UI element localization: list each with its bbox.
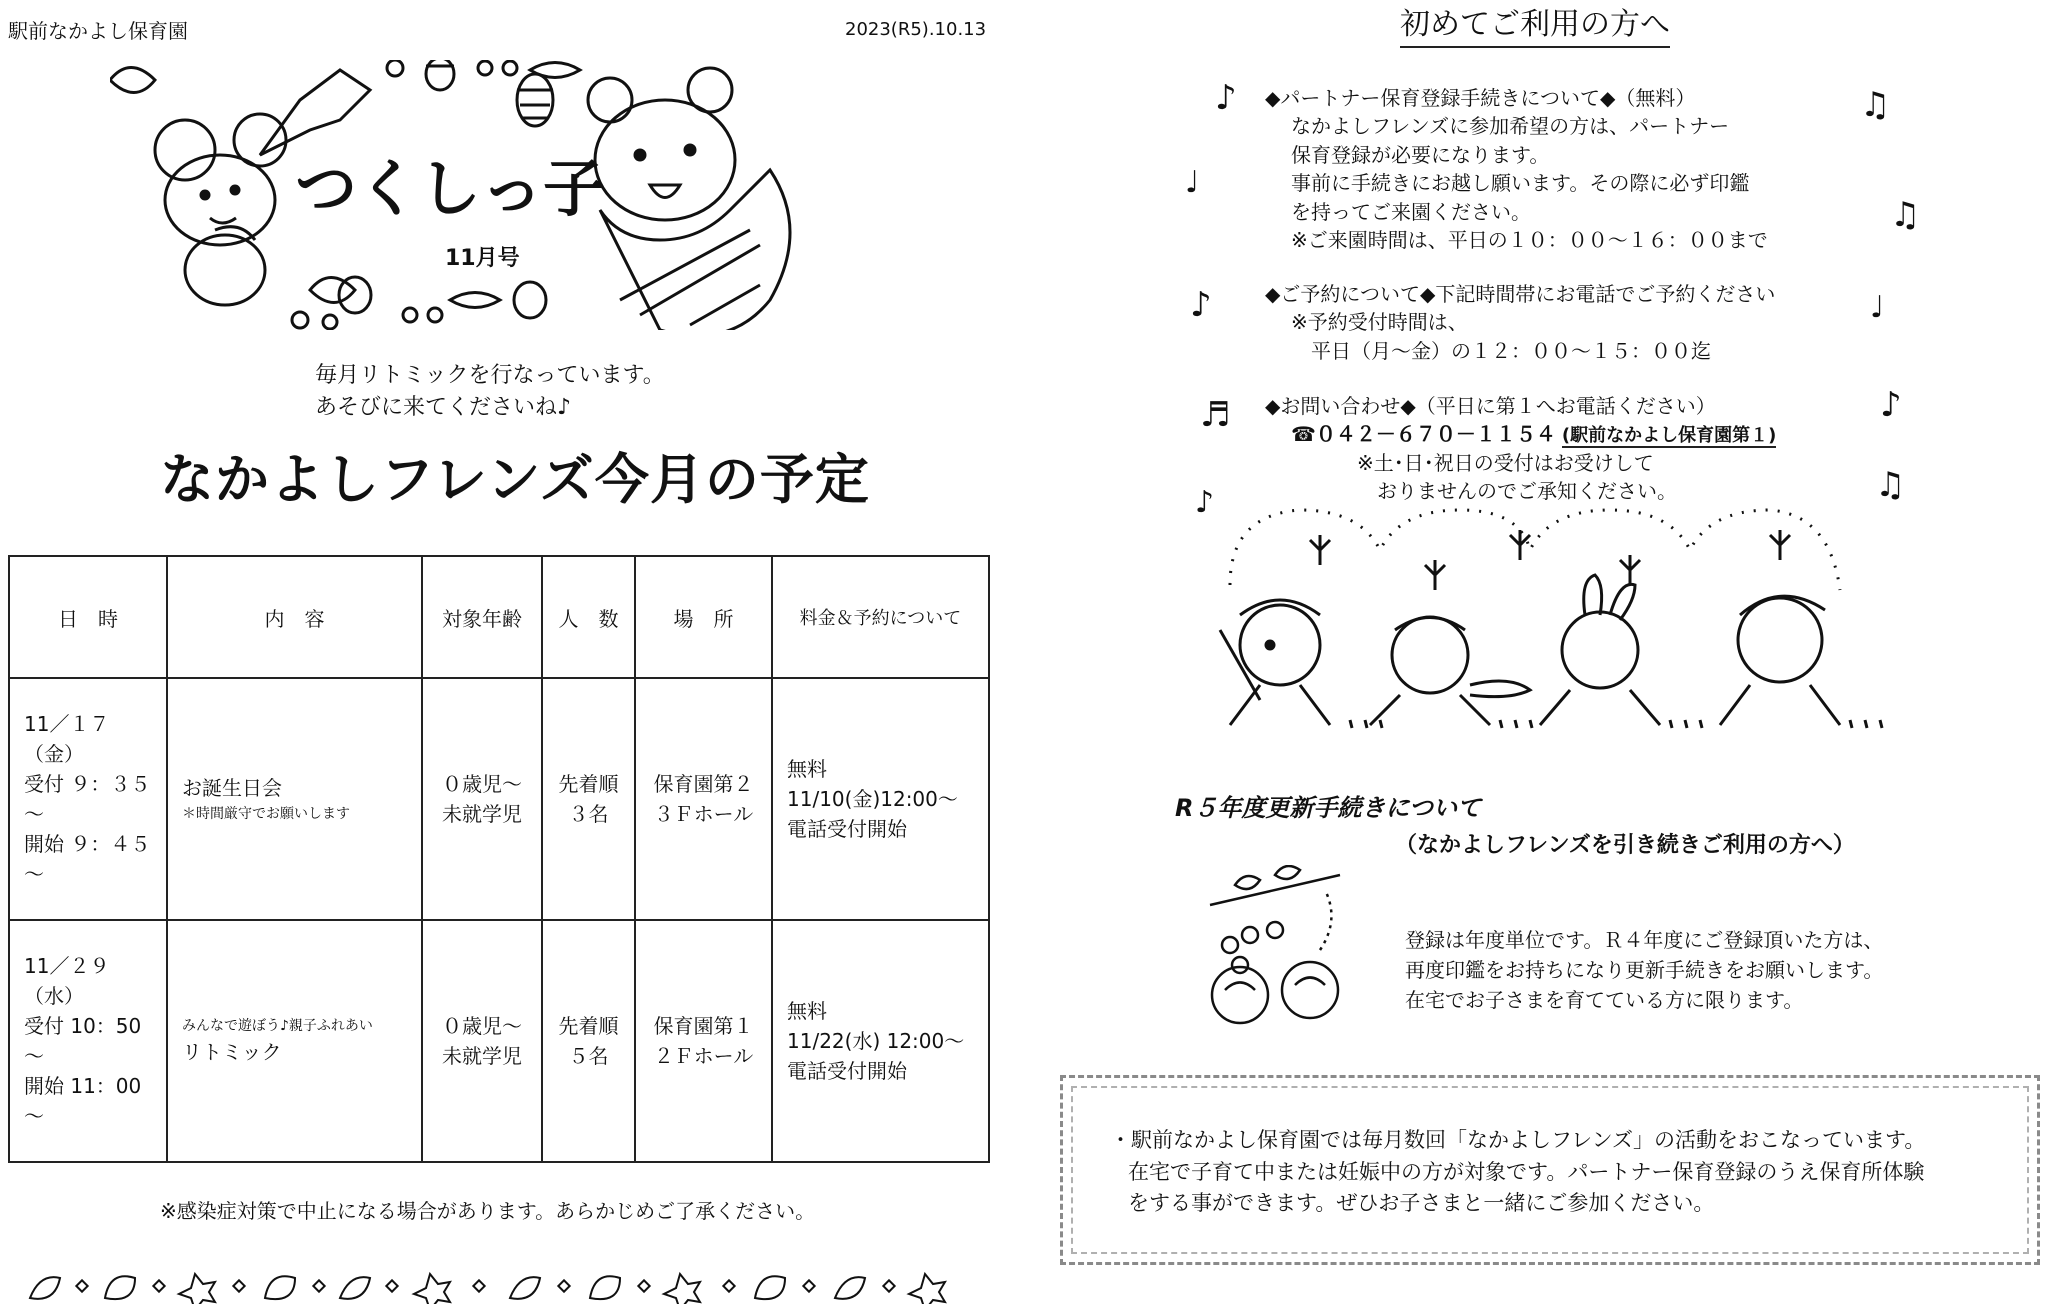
notice-text: ・駅前なかよし保育園では毎月数回「なかよしフレンズ」の活動をおこなっています。 在宅で子育て中または妊娠中の方が対象です。パートナー保育登録のうえ保育所体験 をする事ができます。ぜひお子さまと一緒にご参加ください。 bbox=[1110, 1128, 1926, 1215]
leaf-icon bbox=[414, 1274, 450, 1304]
col-header: 内 容 bbox=[167, 556, 422, 678]
acorn-icon bbox=[517, 74, 553, 126]
newsletter-title: つくしっ子 bbox=[295, 152, 606, 225]
music-note-icon: ♫ bbox=[1875, 465, 1906, 505]
table-header-row bbox=[9, 556, 989, 678]
inquiry-section: ◆お問い合わせ◆（平日に第１へお電話ください） ☎０４２－６７０－１１５４ (駅前なかよし保育園第１) ※土･日･祝日の受付はお受けして おりませんのでご承知ください。 bbox=[1265, 394, 1777, 504]
col-header: 日 時 bbox=[9, 556, 167, 678]
datetime-cell: 11／２９（水） 受付 10：50～ 開始 11：00～ bbox=[9, 920, 167, 1162]
child-icon bbox=[1540, 575, 1660, 725]
capacity-cell: 先着順 ３名 bbox=[542, 678, 635, 920]
leaf-icon bbox=[30, 1277, 60, 1299]
children-marching-illustration bbox=[1200, 505, 1900, 745]
renewal-text: 登録は年度単位です。Ｒ４年度にご登録頂いた方は、 再度印鑑をお持ちになり更新手続きをお願いします。 在宅でお子さまを育てている方に限ります。 bbox=[1405, 928, 1884, 1012]
col-header: 場 所 bbox=[635, 556, 772, 678]
leaf-icon bbox=[664, 1274, 700, 1304]
music-note-icon: ♪ bbox=[1195, 485, 1215, 520]
table-row bbox=[9, 920, 989, 1162]
issue-date: 2023(R5).10.13 bbox=[845, 19, 987, 40]
col-header: 人 数 bbox=[542, 556, 635, 678]
col-header: 料金＆予約について bbox=[772, 556, 989, 678]
leaf-icon bbox=[179, 1274, 215, 1304]
music-note-icon: ♫ bbox=[1860, 85, 1891, 125]
leaf-icon bbox=[835, 1277, 865, 1299]
music-note-icon: ♪ bbox=[1190, 285, 1212, 325]
acorn-icon bbox=[514, 282, 546, 318]
leaf-icon bbox=[340, 1277, 370, 1299]
col-header: 対象年齢 bbox=[422, 556, 542, 678]
org-name: 駅前なかよし保育園 bbox=[8, 19, 188, 43]
berry-icon bbox=[1222, 922, 1283, 973]
kids-with-berries-illustration bbox=[1205, 865, 1355, 1035]
content-cell: お誕生日会 ＊時間厳守でお願いします bbox=[167, 678, 422, 920]
leaf-icon bbox=[909, 1274, 945, 1304]
leaf-border bbox=[20, 1268, 980, 1304]
fee-cell: 無料 11/10(金)12:00～ 電話受付開始 bbox=[772, 678, 989, 920]
renewal-subtitle: （なかよしフレンズを引き続きご利用の方へ） bbox=[1395, 833, 1855, 858]
header-illustration bbox=[110, 60, 800, 330]
music-note-icon: ♫ bbox=[1890, 195, 1921, 235]
schedule-heading: なかよしフレンズ今月の予定 bbox=[160, 448, 870, 511]
capacity-cell: 先着順 ５名 bbox=[542, 920, 635, 1162]
issue-label: 11月号 bbox=[445, 246, 520, 271]
leaf-icon bbox=[755, 1276, 785, 1299]
child-icon bbox=[1370, 617, 1530, 725]
child-icon bbox=[1282, 890, 1338, 1018]
partner-section: ◆パートナー保育登録手続きについて◆（無料） なかよしフレンズに参加希望の方は、パートナー 保育登録が必要になります。 事前に手続きにお越し願います。その際に必ず印鑑 を持ってご来園ください。 ※ご来園時間は、平日の１０：００～１６：００まで bbox=[1265, 86, 1768, 252]
leaf-icon bbox=[265, 1276, 295, 1299]
child-icon bbox=[1220, 600, 1330, 725]
first-time-heading: 初めてご利用の方へ bbox=[1400, 5, 1670, 48]
renewal-title: R５年度更新手続きについて bbox=[1175, 794, 1481, 822]
squirrel-icon bbox=[588, 68, 790, 330]
age-cell: ０歳児～ 未就学児 bbox=[422, 920, 542, 1162]
leaf-icon bbox=[105, 1276, 135, 1299]
content-cell: みんなで遊ぼう♪親子ふれあい リトミック bbox=[167, 920, 422, 1162]
intro-text: 毎月リトミックを行なっています。 あそびに来てくださいね♪ bbox=[315, 363, 665, 420]
leaf-icon bbox=[450, 293, 500, 308]
acorn-icon bbox=[426, 60, 454, 90]
music-note-icon: ♬ bbox=[1200, 395, 1231, 435]
music-note-icon: ♪ bbox=[1880, 385, 1902, 425]
place-cell: 保育園第２ ３Ｆホール bbox=[635, 678, 772, 920]
table-row bbox=[9, 678, 989, 920]
music-note-icon: ♩ bbox=[1185, 165, 1200, 200]
datetime-cell: 11／１７（金） 受付 ９：３５～ 開始 ９：４５～ bbox=[9, 678, 167, 920]
leaf-icon bbox=[110, 68, 155, 93]
leaf-icon bbox=[590, 1276, 620, 1299]
reservation-section: ◆ご予約について◆下記時間帯にお電話でご予約ください ※予約受付時間は、 平日（月～金）の１２：００～１５：００迄 bbox=[1265, 282, 1776, 363]
schedule-table bbox=[8, 555, 990, 1163]
leaf-icon bbox=[510, 1277, 540, 1299]
place-cell: 保育園第１ ２Ｆホール bbox=[635, 920, 772, 1162]
age-cell: ０歳児～ 未就学児 bbox=[422, 678, 542, 920]
schedule-footnote: ※感染症対策で中止になる場合があります。あらかじめご了承ください。 bbox=[160, 1199, 816, 1223]
trees-icon bbox=[1230, 510, 1840, 590]
music-note-icon: ♪ bbox=[1215, 78, 1237, 118]
music-note-icon: ♩ bbox=[1870, 290, 1885, 325]
acorn-icon bbox=[339, 277, 371, 313]
leaf-icon bbox=[310, 278, 355, 303]
fee-cell: 無料 11/22(水) 12:00～ 電話受付開始 bbox=[772, 920, 989, 1162]
child-icon bbox=[1720, 596, 1840, 725]
child-icon bbox=[1212, 967, 1268, 1023]
